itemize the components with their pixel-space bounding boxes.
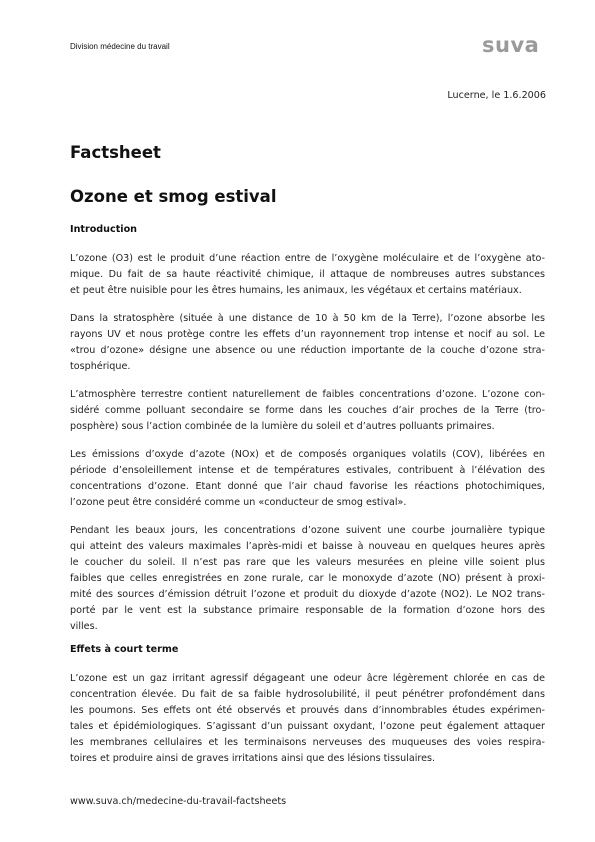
paragraph-line: L’ozone (O3) est le produit d’une réaction entre de l’oxygène moléculaire et de l’oxygène ato- xyxy=(70,253,545,264)
division-label: Division médecine du travail xyxy=(70,42,170,51)
paragraph-intro-1 xyxy=(70,251,545,299)
paragraph-line: tales et épidémiologiques. S’agissant d’un puissant oxydant, l’ozone peut également attaquer xyxy=(70,721,545,732)
suva-logo: suva xyxy=(482,33,540,57)
paragraph-line: villes. xyxy=(70,621,98,632)
paragraph-line: les poumons. Ses effets ont été observés et prouvés dans d’innombrables études expérimen- xyxy=(70,705,545,716)
paragraph-line: les membranes cellulaires et les terminaisons nerveuses des muqueuses des voies respira- xyxy=(70,737,545,748)
paragraph-line: période d’ensoleillement intense et de températures estivales, contribuent à l’élévation des xyxy=(70,465,545,476)
footer-url: www.suva.ch/medecine-du-travail-factsheets xyxy=(70,796,287,807)
paragraph-intro-2 xyxy=(70,311,545,375)
paragraph-line: concentration élevée. Du fait de sa faible hydrosolubilité, il peut pénétrer profondément dans xyxy=(70,689,545,700)
document-title: Ozone et smog estival xyxy=(70,187,277,206)
paragraph-intro-4 xyxy=(70,447,545,511)
paragraph-line: Pendant les beaux jours, les concentrations d’ozone suivent une courbe journalière typique xyxy=(70,525,545,536)
paragraph-line: concentrations d’ozone. Etant donné que l’air chaud favorise les réactions photochimiques, xyxy=(70,481,545,492)
paragraph-line: L’ozone est un gaz irritant agressif dégageant une odeur âcre légèrement chlorée en cas de xyxy=(70,673,545,684)
paragraph-line: Dans la stratosphère (située à une distance de 10 à 50 km de la Terre), l’ozone absorbe les xyxy=(70,313,545,324)
paragraph-line: porté par le vent est la substance primaire responsable de la formation d’ozone hors des xyxy=(70,605,545,616)
paragraph-line: toires et produire ainsi de graves irritations ainsi que des lésions tissulaires. xyxy=(70,753,436,764)
paragraph-intro-5 xyxy=(70,523,545,635)
paragraph-line: tosphérique. xyxy=(70,361,131,372)
paragraph-line: Les émissions d’oxyde d’azote (NOx) et de composés organiques volatils (COV), libérées en xyxy=(70,449,545,460)
paragraph-line: et peut être nuisible pour les êtres humains, les animaux, les végétaux et certains matériaux. xyxy=(70,285,522,296)
section-heading-short-term-effects: Effets à court terme xyxy=(70,644,179,655)
paragraph-line: mité des sources d’émission détruit l’ozone et produit du dioxyde d’azote (NO2). Le NO2 trans- xyxy=(70,589,545,600)
paragraph-line: posphère) sous l’action combinée de la lumière du soleil et d’autres polluants primaires. xyxy=(70,421,495,432)
paragraph-line: le coucher du soleil. Il n’est pas rare que les valeurs mesurées en pleine ville soient plus xyxy=(70,557,545,568)
section-heading-introduction: Introduction xyxy=(70,224,137,235)
paragraph-line: l’ozone peut être considéré comme un «conducteur de smog estival». xyxy=(70,497,407,508)
paragraph-line: faibles que celles enregistrées en zone rurale, car le monoxyde d’azote (NO) présent à proxi- xyxy=(70,573,545,584)
paragraph-line: L’atmosphère terrestre contient naturellement de faibles concentrations d’ozone. L’ozone con- xyxy=(70,389,545,400)
document-date: Lucerne, le 1.6.2006 xyxy=(447,90,546,101)
paragraph-line: qui atteint des valeurs maximales l’après-midi et baisse à nouveau en quelques heures après xyxy=(70,541,545,552)
document-type-heading: Factsheet xyxy=(70,143,161,162)
paragraph-effects-1 xyxy=(70,671,545,767)
paragraph-line: «trou d’ozone» désigne une absence ou une réduction importante de la couche d’ozone stra- xyxy=(70,345,545,356)
paragraph-line: rayons UV et nous protège contre les effets d’un rayonnement trop intense et nocif au sol. Le xyxy=(70,329,545,340)
paragraph-line: mique. Du fait de sa haute réactivité chimique, il attaque de nombreuses autres substances xyxy=(70,269,545,280)
paragraph-intro-3 xyxy=(70,387,545,435)
paragraph-line: sidéré comme polluant secondaire se forme dans les couches d’air proches de la Terre (tro- xyxy=(70,405,545,416)
